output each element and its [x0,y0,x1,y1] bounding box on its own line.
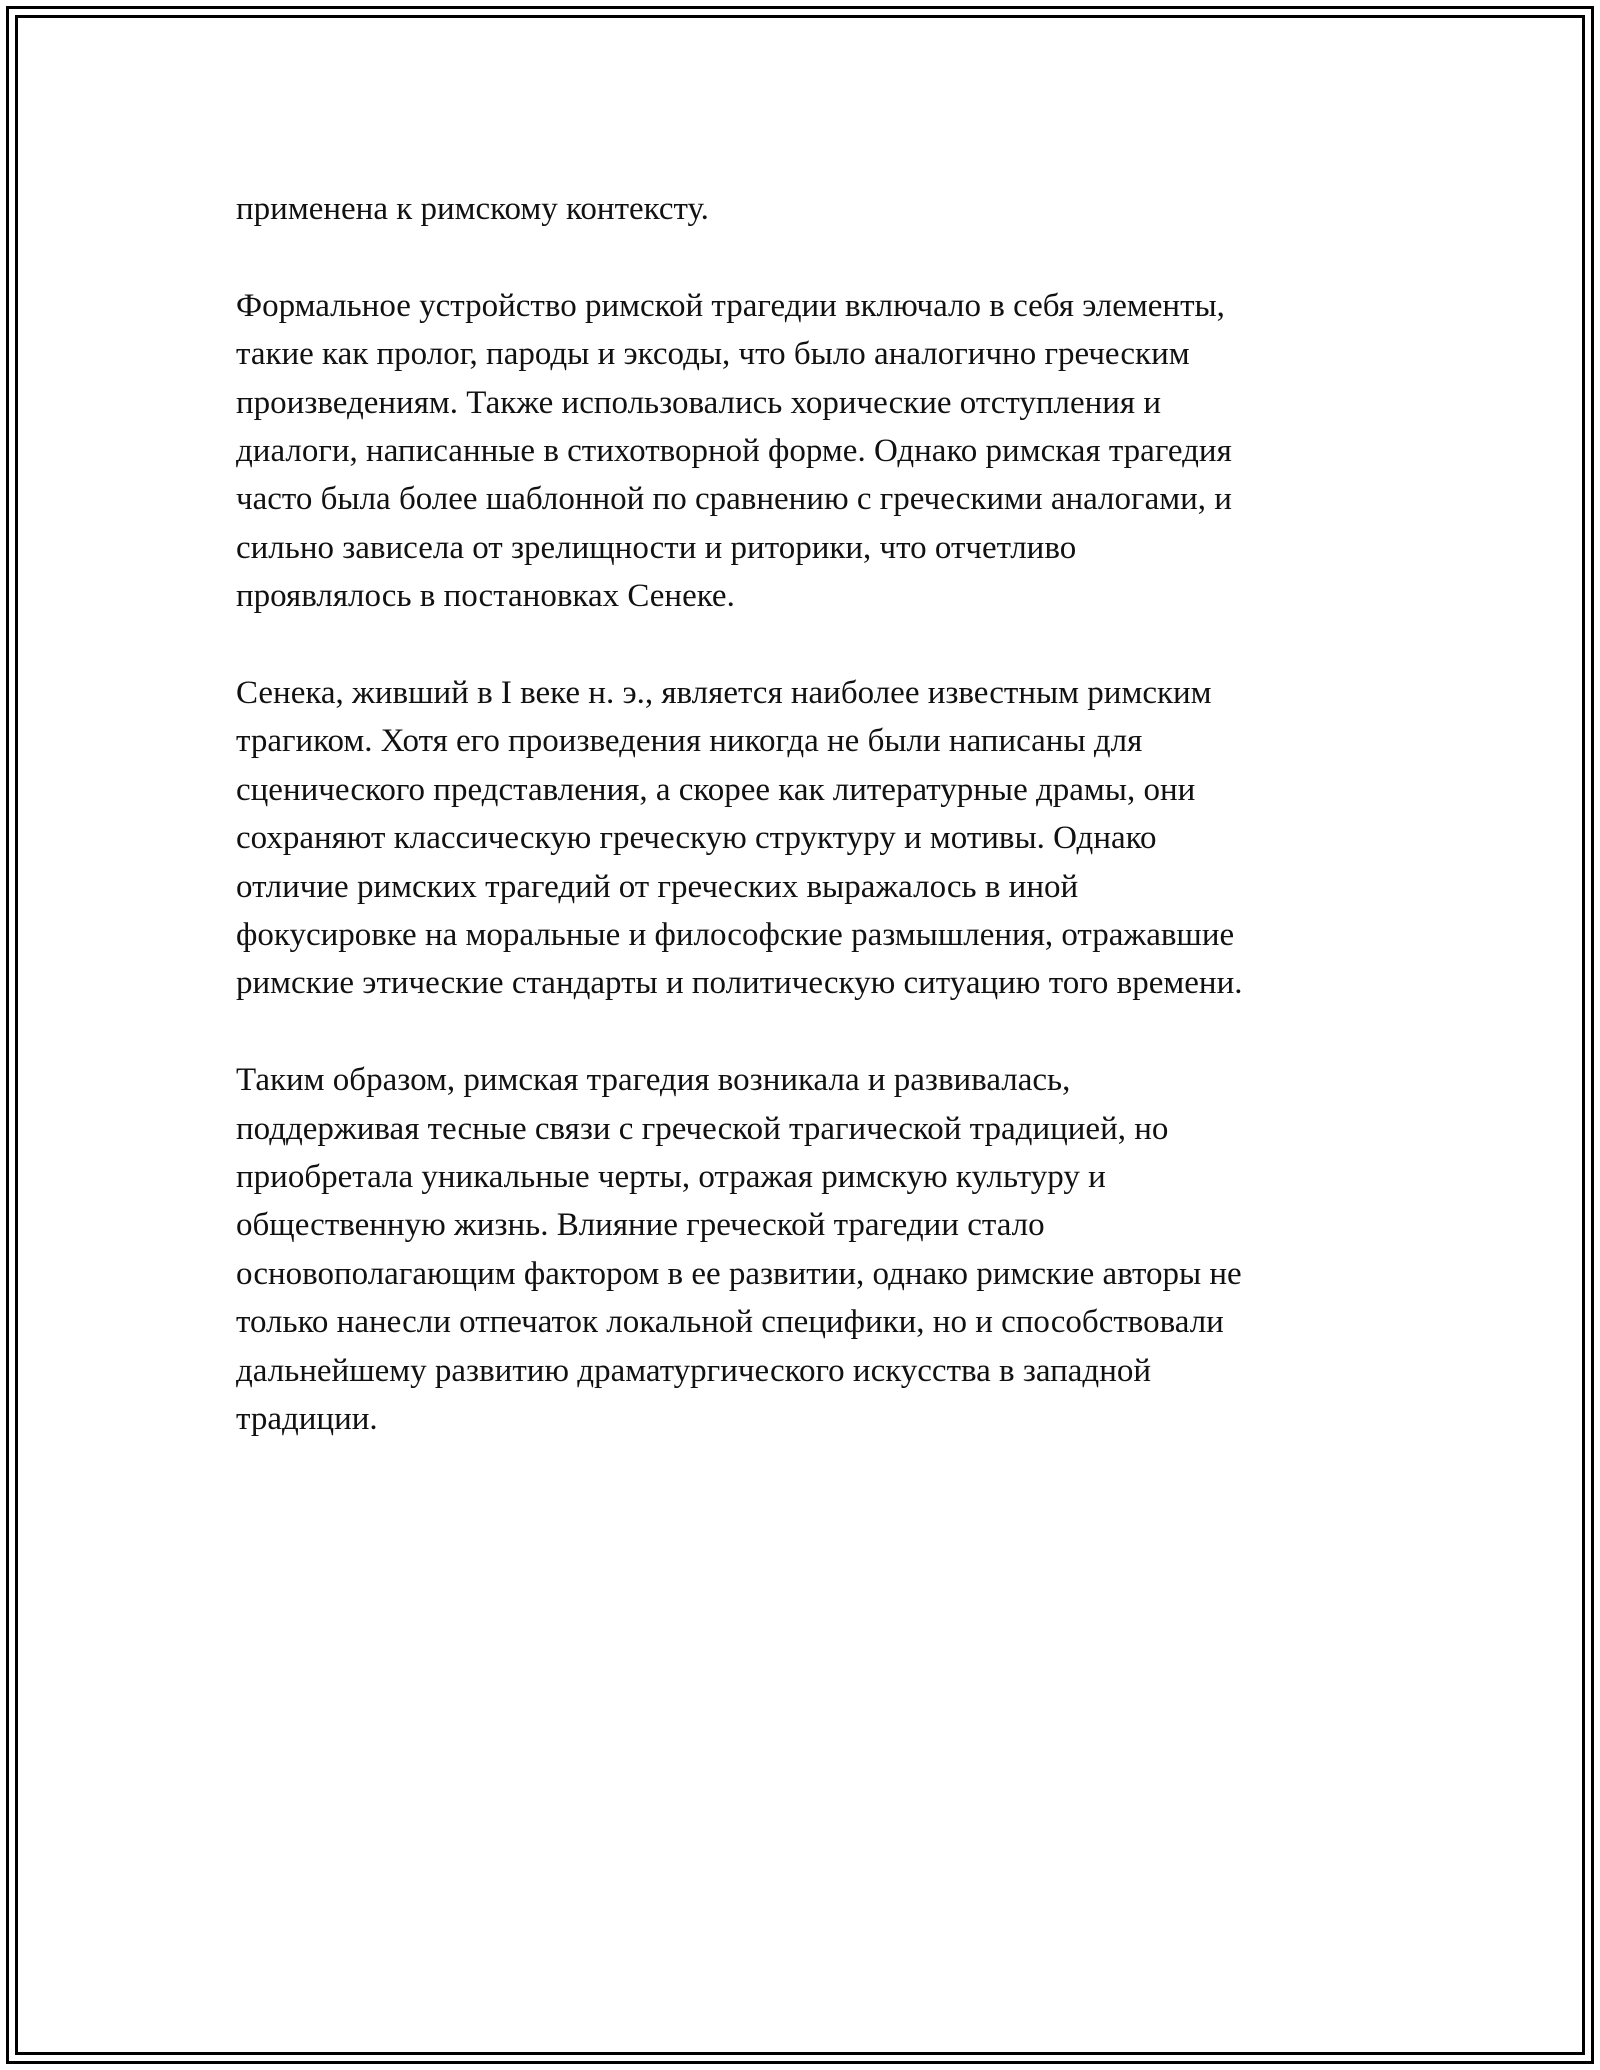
text-line: Формальное устройство римской трагедии включало в себя элементы, [236,287,1225,324]
text-line: традиции. [236,1401,378,1438]
text-line: проявлялось в постановках Сенеке. [236,578,735,615]
text-line: основополагающим фактором в ее развитии, однако римские авторы не [236,1255,1242,1292]
paragraph-2 [236,282,1386,621]
text-line: фокусировке на моральные и философские размышления, отражавшие [236,917,1235,954]
text-line: Таким образом, римская трагедия возникала и развивалась, [236,1062,1071,1099]
text-line: только нанесли отпечаток локальной специфики, но и способствовали [236,1304,1224,1341]
text-line: поддерживая тесные связи с греческой трагической традицией, но [236,1110,1169,1147]
text-line: дальнейшему развитию драматургического искусства в западной [236,1352,1152,1389]
text-line: применена к римскому контексту. [236,191,709,227]
text-line: общественную жизнь. Влияние греческой трагедии стало [236,1207,1045,1244]
text-line: Сенека, живший в I веке н. э., является наиболее известным римским [236,675,1212,712]
paragraph-spacer [236,233,1386,281]
paragraph-4 [236,1056,1386,1443]
document-body [236,185,1386,1444]
text-line: отличие римских трагедий от греческих выражалось в иной [236,868,1079,905]
paragraph-1 [236,185,1386,233]
text-line: сильно зависела от зрелищности и риторики, что отчетливо [236,529,1077,566]
text-line: произведениям. Также использовались хорические отступления и [236,384,1162,421]
text-line: римские этические стандарты и политическую ситуацию того времени. [236,965,1243,1002]
paragraph-3 [236,669,1386,1008]
text-line: диалоги, написанные в стихотворной форме. Однако римская трагедия [236,433,1232,470]
text-line: трагиком. Хотя его произведения никогда не были написаны для [236,723,1143,760]
text-line: такие как пролог, пароды и эксоды, что было аналогично греческим [236,336,1190,373]
text-line: приобретала уникальные черты, отражая римскую культуру и [236,1159,1106,1196]
text-line: сценического представления, а скорее как литературные драмы, они [236,771,1196,808]
text-line: сохраняют классическую греческую структуру и мотивы. Однако [236,820,1157,857]
paragraph-spacer [236,1008,1386,1056]
paragraph-spacer [236,621,1386,669]
text-line: часто была более шаблонной по сравнению с греческими аналогами, и [236,481,1232,518]
